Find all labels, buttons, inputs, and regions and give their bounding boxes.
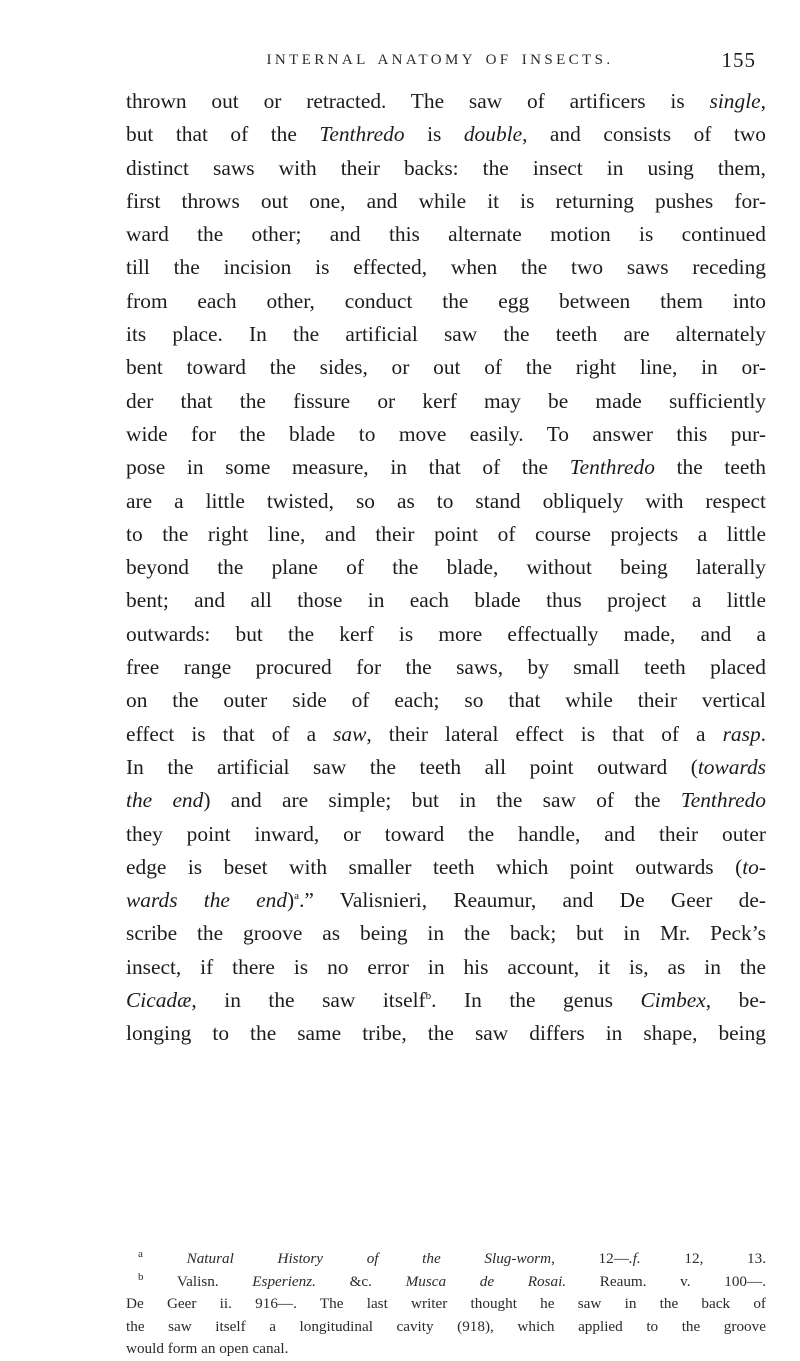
footnote-line: De Geer ii. 916—. The last writer thought he saw in the back of [126, 1295, 766, 1312]
text-line: bent; and all those in each blade thus project a little [126, 588, 766, 613]
text-line: are a little twisted, so as to stand obliquely with respect [126, 488, 766, 513]
text-line: wide for the blade to move easily. To answer this pur- [126, 421, 766, 446]
footnote-line: the saw itself a longitudinal cavity (918), which applied to the groove [126, 1317, 766, 1335]
text-line: scribe the groove as being in the back; but in Mr. Peck’s [126, 921, 766, 946]
text-line: edge is beset with smaller teeth which point outwards (to- [126, 854, 766, 879]
footnotes [126, 1248, 766, 1361]
footnote-line: would form an open canal. [126, 1340, 289, 1357]
text-line: bent toward the sides, or out of the right line, in or- [126, 355, 766, 380]
text-line: ward the other; and this alternate motion is continued [126, 222, 766, 247]
text-line: free range procured for the saws, by small teeth placed [126, 655, 766, 680]
text-line: from each other, conduct the egg between them into [126, 288, 766, 313]
text-line: wards the end)$^a$.” Valisnieri, Reaumur, and De Geer de- [126, 888, 766, 913]
text-line: longing to the same tribe, the saw differs in shape, being [126, 1021, 766, 1046]
footnote-a: $^a$ Natural History of the Slug-worm, 12—.f. 12, 13. [138, 1248, 766, 1267]
text-line: the end) and are simple; but in the saw of the Tenthredo [126, 788, 766, 813]
text-line: insect, if there is no error in his account, it is, as in the [126, 954, 766, 979]
text-line: on the outer side of each; so that while their vertical [126, 688, 766, 713]
footnote-b: $^b$ Valisn. Esperienz. &c. Musca de Rosai. Reaum. v. 100—. [138, 1270, 766, 1290]
text-line: but that of the Tenthredo is double, and consists of two [126, 122, 766, 147]
text-line: its place. In the artificial saw the teeth are alternately [126, 322, 766, 347]
running-title: INTERNAL ANATOMY OF INSECTS. [266, 52, 614, 68]
running-head [120, 48, 760, 78]
text-line: Cicadæ, in the saw itself$^b$. In the genus Cimbex, be- [126, 988, 766, 1013]
text-line: they point inward, or toward the handle, and their outer [126, 821, 766, 846]
body-text [126, 85, 766, 1051]
text-line: distinct saws with their backs: the insect in using them, [126, 155, 766, 180]
text-line: to the right line, and their point of course projects a little [126, 521, 766, 546]
text-line: pose in some measure, in that of the Tenthredo the teeth [126, 455, 766, 480]
text-line: der that the fissure or kerf may be made sufficiently [126, 388, 766, 413]
text-line: till the incision is effected, when the two saws receding [126, 255, 766, 280]
text-line: beyond the plane of the blade, without being laterally [126, 555, 766, 580]
text-line: In the artificial saw the teeth all point outward (towards [126, 754, 766, 779]
text-line: effect is that of a saw, their lateral effect is that of a rasp. [126, 721, 766, 746]
text-line: thrown out or retracted. The saw of artificers is single, [126, 89, 766, 113]
text-line: first throws out one, and while it is returning pushes for- [126, 188, 766, 213]
text-line: outwards: but the kerf is more effectually made, and a [126, 621, 766, 646]
page-number: 155 [721, 48, 756, 72]
